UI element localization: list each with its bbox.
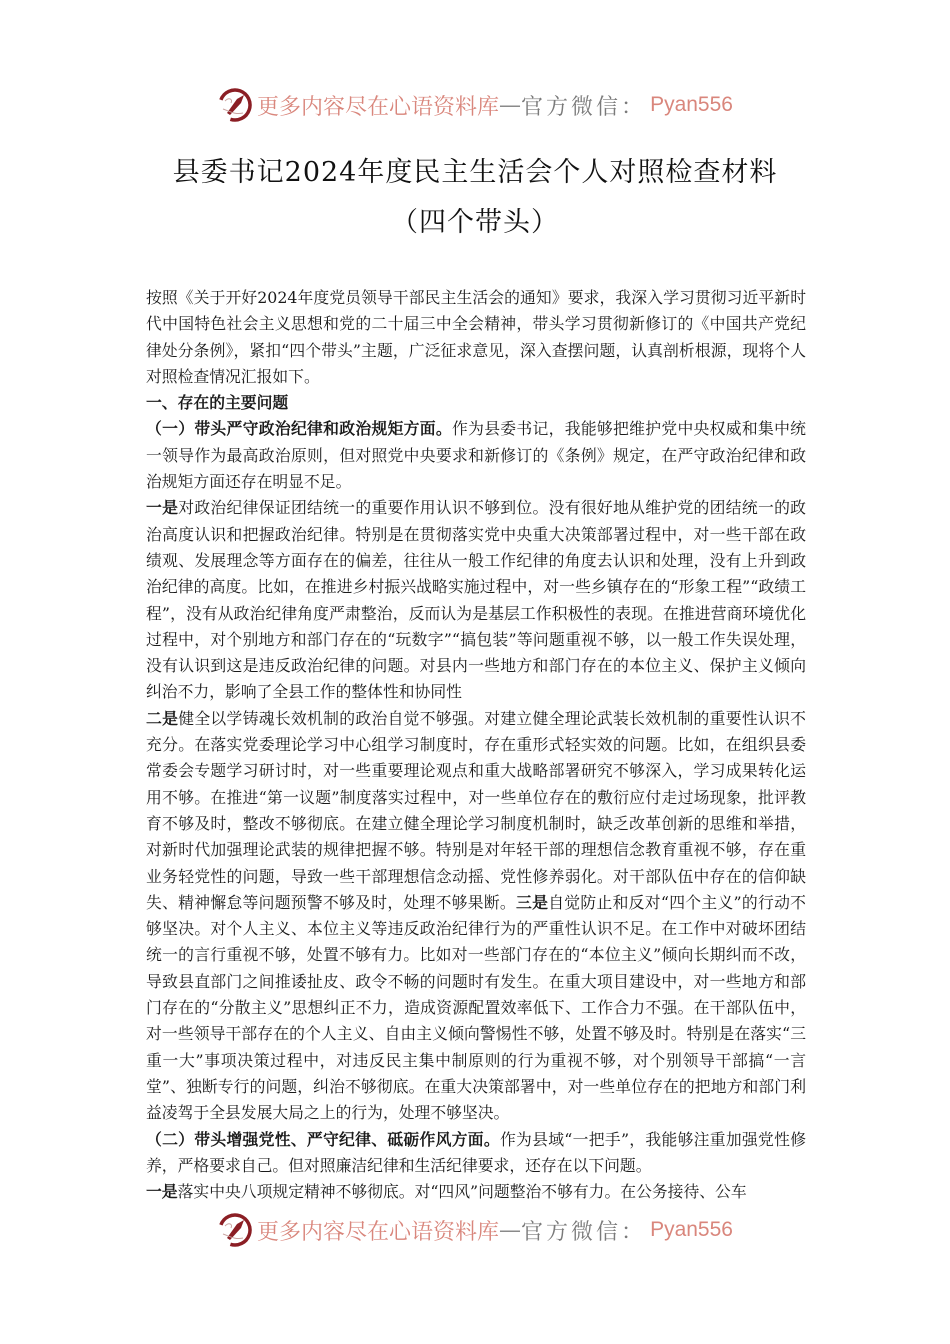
point-1-text: 对政治纪律保证团结统一的重要作用认识不够到位。没有很好地从维护党的团结统一的政治高度认识和把握政治纪律。特别是在贯彻落实党中央重大决策部署过程中，对一些干部在政绩观、发展理念等方面存在的偏差，往往从一般工作纪律的角度去认识和处理，没有上升到政治纪律的高度。比如，在推进乡村振兴战略实施过程中，对一些乡镇存在的“形象工程”“政绩工程”，没有从政治纪律角度严肃整治，反而认为是基层工作积极性的表现。在推进营商环境优化过程中，对个别地方和部门存在的“玩数字”“搞包装”等问题重视不够，以一般工作失误处理，没有认识到这是违反政治纪律的问题。对县内一些地方和部门存在的本位主义、保护主义倾向纠治不力，影响了全县工作的整体性和协同性	[146, 498, 806, 702]
point-4-text: 落实中央八项规定精神不够彻底。对“四风”问题整治不够有力。在公务接待、公车	[177, 1182, 747, 1202]
document-body	[146, 285, 806, 1205]
quill-pen-logo-icon	[217, 87, 253, 123]
point-4-lead: 一是	[146, 1182, 178, 1202]
subsection-1-heading: （一）带头严守政治纪律和政治规矩方面。	[146, 419, 452, 439]
promo-banner-top	[0, 82, 950, 128]
promo-dash: —	[499, 1217, 522, 1243]
point-3-lead: 三是	[516, 892, 549, 912]
wechat-label: 官方微信：	[521, 1219, 647, 1245]
promo-text: 更多内容尽在心语资料库	[257, 1219, 500, 1245]
wechat-id: Pyan556	[650, 93, 733, 116]
quill-pen-logo-icon	[217, 1212, 253, 1248]
intro-paragraph: 按照《关于开好2024年度党员领导干部民主生活会的通知》要求，我深入学习贯彻习近平新时代中国特色社会主义思想和党的二十届三中全会精神，带头学习贯彻新修订的《中国共产党纪律处分条例》，紧扣“四个带头”主题，广泛征求意见，深入查摆问题，认真剖析根源，现将个人对照检查情况汇报如下。	[146, 288, 806, 386]
document-title: 县委书记2024年度民主生活会个人对照检查材料	[172, 157, 778, 188]
point-1-lead: 一是	[146, 498, 179, 518]
promo-banner-bottom	[0, 1207, 950, 1253]
point-2-text: 健全以学铸魂长效机制的政治自觉不够强。对建立健全理论武装长效机制的重要性认识不充分。在落实党委理论学习中心组学习制度时，存在重形式轻实效的问题。比如，在组织县委常委会专题学习研讨时，对一些重要理论观点和重大战略部署研究不够深入，学习成果转化运用不够。在推进“第一议题”制度落实过程中，对一些单位存在的敷衍应付走过场现象，批评教育不够及时，整改不够彻底。在建立健全理论学习制度机制时，缺乏改革创新的思维和举措，对新时代加强理论武装的规律把握不够。特别是对年轻干部的理想信念教育重视不够，存在重业务轻党性的问题，导致一些干部理想信念动摇、党性修养弱化。对干部队伍中存在的信仰缺失、精神懈怠等问题预警不够及时，处理不够果断。	[146, 708, 806, 912]
point-4	[146, 1179, 806, 1205]
wechat-id: Pyan556	[650, 1218, 733, 1241]
promo-dash: —	[499, 92, 522, 118]
point-2	[146, 706, 806, 1127]
subsection-1-text: 作为县委书记，我能够把维护党中央权威和集中统一领导作为最高政治原则，但对照党中央要求和新修订的《条例》规定，在严守政治纪律和政治规矩方面还存在明显不足。	[146, 419, 806, 492]
point-3-text: 自觉防止和反对“四个主义”的行动不够坚决。对个人主义、本位主义等违反政治纪律行为的严重性认识不足。在工作中对破坏团结统一的言行重视不够，处置不够有力。比如对一些部门存在的“本位主义”倾向长期纠而不改，导致县直部门之间推诿扯皮、政令不畅的问题时有发生。在重大项目建设中，对一些地方和部门存在的“分散主义”思想纠正不力，造成资源配置效率低下、工作合力不强。在干部队伍中，对一些领导干部存在的个人主义、自由主义倾向警惕性不够，处置不够及时。特别是在落实“三重一大”事项决策过程中，对违反民主集中制原则的行为重视不够，对个别领导干部搞“一言堂”、独断专行的问题，纠治不够彻底。在重大决策部署中，对一些单位存在的把地方和部门利益凌驾于全县发展大局之上的行为，处理不够坚决。	[146, 892, 806, 1123]
subsection-2-heading: （二）带头增强党性、严守纪律、砥砺作风方面。	[146, 1129, 500, 1149]
section-heading-main-problems: 一、存在的主要问题	[146, 393, 289, 413]
promo-text: 更多内容尽在心语资料库	[257, 94, 500, 120]
point-1	[146, 495, 806, 705]
subsection-1	[146, 416, 806, 495]
subsection-2-text: 作为县域“一把手”，我能够注重加强党性修养，严格要求自己。但对照廉洁纪律和生活纪律要求，还存在以下问题。	[146, 1129, 806, 1175]
subsection-2	[146, 1127, 806, 1180]
point-2-lead: 二是	[146, 708, 179, 728]
document-subtitle: （四个带头）	[391, 207, 559, 238]
wechat-label: 官方微信：	[521, 94, 647, 120]
